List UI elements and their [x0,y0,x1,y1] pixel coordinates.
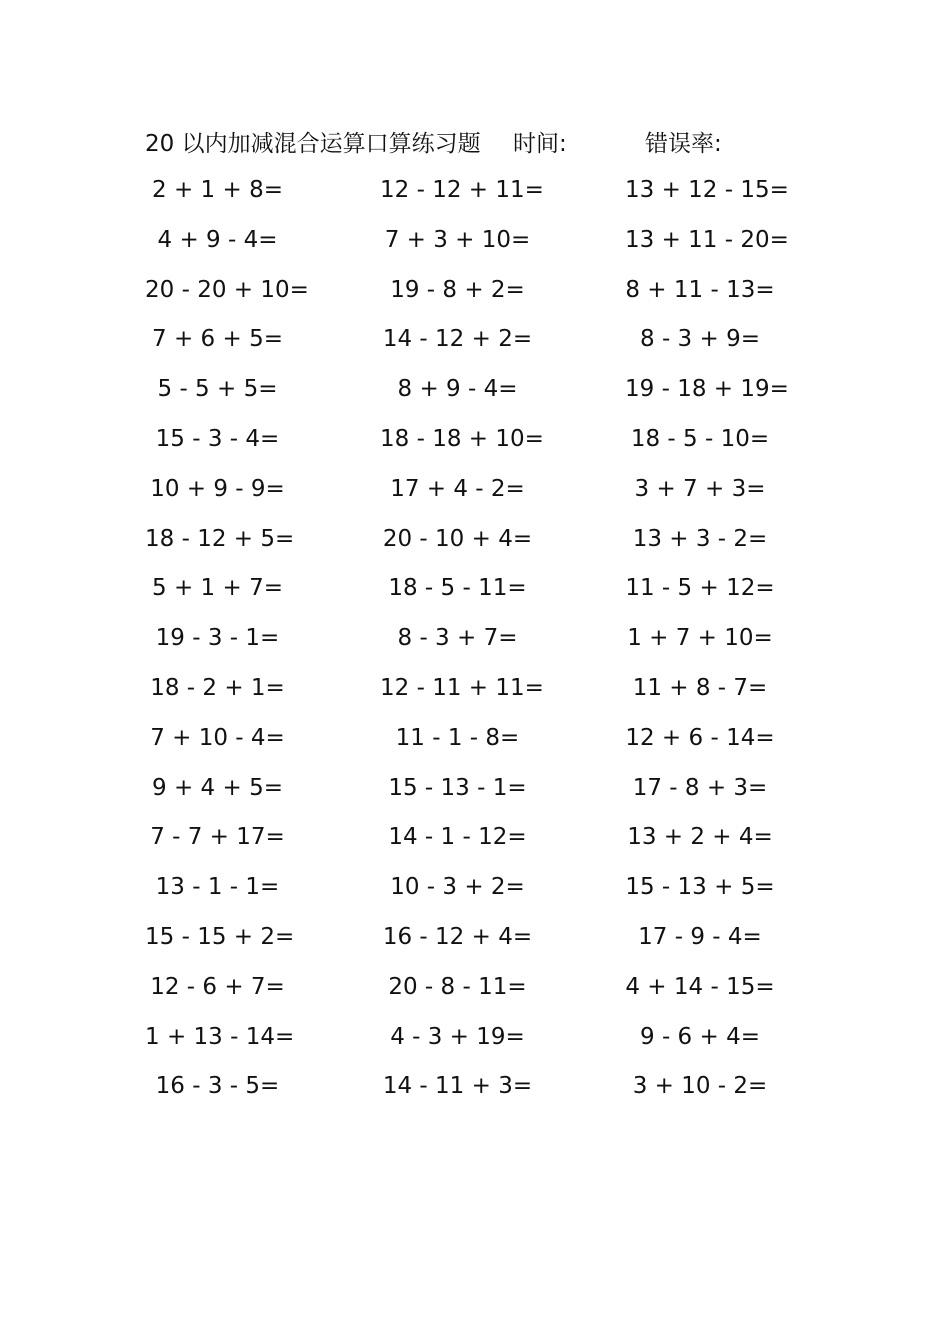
math-problem: 8 + 9 - 4= [397,376,518,403]
problem-row [145,172,789,222]
problem-row [145,819,785,869]
math-problem: 2 + 1 + 8= [152,177,283,203]
worksheet-header [145,124,785,164]
math-problem: 8 - 3 + 9= [640,326,760,353]
problem-row [145,969,785,1019]
math-problem: 7 + 10 - 4= [150,724,285,751]
math-problem: 18 - 18 + 10= [380,425,544,452]
problem-row [145,1019,785,1069]
problem-row [145,471,785,521]
math-problem: 18 - 2 + 1= [150,674,285,701]
math-problem: 8 - 3 + 7= [397,625,518,652]
math-problem: 17 - 8 + 3= [632,774,768,801]
problem-row [145,720,785,770]
math-problem: 9 - 6 + 4= [640,1023,760,1050]
math-problem: 17 + 4 - 2= [390,475,525,502]
math-problem: 11 - 1 - 8= [395,724,520,751]
math-problem: 7 - 7 + 17= [150,824,285,851]
math-problem: 14 - 11 + 3= [382,1073,533,1100]
math-problem: 10 - 3 + 2= [390,874,525,901]
math-problem: 1 + 7 + 10= [627,625,773,652]
math-problem: 3 + 7 + 3= [634,475,766,502]
math-problem: 7 + 3 + 10= [384,226,531,253]
problem-row [145,222,789,272]
problem-row [145,570,785,620]
problem-row [145,371,789,421]
math-problem: 19 - 3 - 1= [155,625,280,652]
error-rate-label: 错误率: [645,131,722,157]
math-problem: 12 - 12 + 11= [380,177,544,203]
time-label: 时间: [513,131,567,157]
problem-row [145,869,785,919]
math-problem: 5 - 5 + 5= [157,376,278,403]
math-problem: 12 + 6 - 14= [625,724,775,751]
math-problem: 14 - 1 - 12= [388,824,527,851]
math-problem: 20 - 10 + 4= [382,525,533,552]
math-problem: 8 + 11 - 13= [625,276,775,303]
math-problem: 12 - 11 + 11= [380,674,544,701]
math-problem: 16 - 12 + 4= [382,923,533,950]
math-problem: 13 + 3 - 2= [632,525,768,552]
math-problem: 13 - 1 - 1= [155,874,280,901]
math-problem: 9 + 4 + 5= [152,774,283,801]
math-problem: 15 - 13 + 5= [625,874,775,901]
math-problem: 4 + 14 - 15= [625,973,775,1000]
math-problem: 18 - 5 - 11= [388,575,527,602]
problem-row [145,321,785,371]
math-problem: 11 - 5 + 12= [625,575,775,602]
math-problem: 7 + 6 + 5= [152,326,283,353]
math-problem: 11 + 8 - 7= [632,674,768,701]
math-problem: 18 - 12 + 5= [145,525,295,552]
math-problem: 19 - 18 + 19= [625,376,789,403]
math-problem: 18 - 5 - 10= [630,425,770,452]
math-problem: 17 - 9 - 4= [638,923,762,950]
problem-row [145,620,785,670]
math-problem: 13 + 2 + 4= [627,824,773,851]
math-problem: 3 + 10 - 2= [632,1073,768,1100]
math-problem: 4 + 9 - 4= [157,226,278,253]
problem-row [145,521,785,571]
math-problem: 4 - 3 + 19= [390,1023,525,1050]
problem-row [145,1068,785,1118]
math-problem: 1 + 13 - 14= [145,1023,295,1050]
problem-row [145,919,785,969]
problem-row [145,670,785,720]
problem-row [145,272,785,322]
math-problem: 10 + 9 - 9= [150,475,285,502]
math-problem: 13 + 12 - 15= [625,177,789,203]
math-problem: 20 - 8 - 11= [388,973,527,1000]
math-problem: 15 - 15 + 2= [145,923,295,950]
problem-grid [145,172,789,1118]
math-problem: 5 + 1 + 7= [152,575,283,602]
math-problem: 20 - 20 + 10= [145,276,309,303]
math-problem: 15 - 13 - 1= [388,774,527,801]
problem-row [145,770,785,820]
math-problem: 15 - 3 - 4= [155,425,280,452]
math-problem: 14 - 12 + 2= [382,326,533,353]
math-problem: 12 - 6 + 7= [150,973,285,1000]
worksheet-title: 20 以内加减混合运算口算练习题 [145,131,481,157]
math-problem: 13 + 11 - 20= [625,226,789,253]
math-problem: 19 - 8 + 2= [390,276,525,303]
math-problem: 16 - 3 - 5= [155,1073,280,1100]
problem-row [145,421,785,471]
